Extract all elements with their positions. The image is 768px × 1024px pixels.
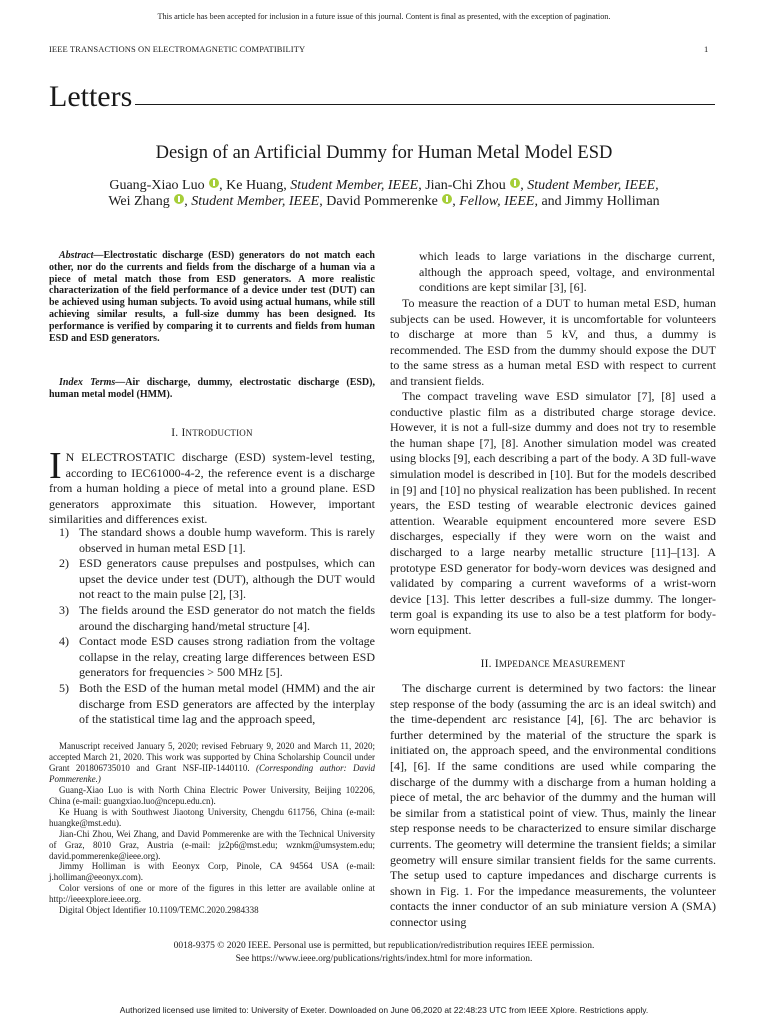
section-heading-rest: EASUREMENT [562, 659, 626, 669]
footnote: Jian-Chi Zhou, Wei Zhang, and David Pommerenke are with the Technical University of Graz, 8010 Graz, Austria (e-mail: jz2p6@mst.edu; wznkm@umsystem.edu; david.pommerenke@ieee.org). [49, 828, 375, 861]
list-number: 1) [59, 525, 69, 539]
author-name: , and Jimmy Holliman [534, 194, 660, 209]
copyright-notice: 0018-9375 © 2020 IEEE. Personal use is permitted, but republication/redistribution requires IEEE permission. [173, 941, 595, 951]
separator: , [452, 194, 460, 209]
paragraph-text: The compact traveling wave ESD simulator [7], [8] used a conductive plastic film as a distributed charge storage device. However, it is not a full-size dummy and does not try to resemble the human shape [7], [8]. Another simulation model was created using blocks [9], each describing a part of the body. A 3D full-wave simulation model is described in [10]. But for the models described in [9] and [10] no physical realization has been published. In recent years, the ESD testing of wearable electronic devices gained attention. Wearable equipment encountered more severe ESD discharges, especially if they were worn on the waist and discharged to a large nearby metallic structure [11]–[13]. A prototype ESD generator for body-worn devices was designed and validated by comparing a current waveforms of a wrist-worn device [13]. This letter describes a full-size dummy. The longer-term goal is expanding its use to also be a test platform for body-worn equipment. [390, 389, 716, 637]
author-role: Fellow, IEEE [459, 194, 535, 209]
orcid-icon[interactable] [442, 194, 452, 204]
author-role: Student Member, IEEE [290, 178, 419, 193]
footnote [49, 741, 375, 785]
introduction-paragraph [49, 445, 375, 528]
footnotes [49, 741, 375, 916]
author-name: Jian-Chi Zhou [425, 178, 506, 193]
author-name: Wei Zhang [108, 194, 170, 209]
abstract-text: Electrostatic discharge (ESD) generators do not match each other, nor do the currents and fields from the discharge of a human via a piece of metal match those from ESD generators. A more realistic characterization of the field performance of a device under test (DUT) can be achieved using human subjects. To avoid using actual humans, while still achieving similar results, a full-size dummy has been designed. Its performance is verified by comparing it to currents and fields from human ESD and ESD generators. [49, 250, 375, 344]
footnote: Ke Huang is with Southwest Jiaotong University, Chengdu 611756, China (e-mail: huangke@mst.edu). [49, 806, 375, 828]
author-list-line-2 [0, 193, 768, 210]
section-heading-impedance-measurement [390, 658, 716, 670]
section-heading-rest: NTRODUCTION [185, 428, 253, 438]
footnote: Digital Object Identifier 10.1109/TEMC.2020.2984338 [59, 905, 259, 916]
section-heading-initial: M [552, 658, 563, 670]
list-item-continuation: which leads to large variations in the discharge current, although the approach speed, voltage, and environmental conditions are kept similar [3], [6]. [419, 249, 715, 295]
section-heading-introduction [49, 427, 375, 439]
introduction-list [49, 525, 375, 728]
list-item [49, 681, 375, 728]
section-heading-initial: I [181, 427, 186, 439]
orcid-icon[interactable] [510, 178, 520, 188]
paper-title: Design of an Artificial Dummy for Human Metal Model ESD [155, 143, 613, 163]
introduction-text: N ELECTROSTATIC discharge (ESD) system-level testing, according to IEC61000-4-2, the reference event is a discharge from a human holding a piece of metal into a ground plane. ESD generators approximate this situation. However, important similarities and differences exist. [49, 450, 375, 527]
section-heading-initial: I [494, 658, 499, 670]
page-number: 1 [704, 44, 709, 54]
index-terms [49, 377, 375, 401]
license-notice: Authorized licensed use limited to: University of Exeter. Downloaded on June 06,2020 at 22:48:23 UTC from IEEE Xplore. Restrictions apply. [119, 1005, 649, 1015]
list-item-text: ESD generators cause prepulses and postpulses, which can upset the device under test (DUT), although the DUT would not react to the main pulse [2], [3]. [79, 556, 375, 602]
list-item-text: Both the ESD of the human metal model (HMM) and the air discharge from ESD generators are affected by the interplay of the statistical time lag and the approach speed, [79, 680, 375, 727]
list-item [49, 525, 375, 556]
footnote: Jimmy Holliman is with Eeonyx Corp, Pinole, CA 94564 USA (e-mail: j.holliman@eeonyx.com). [49, 861, 375, 883]
section-numeral: I. [171, 427, 182, 439]
body-paragraph [390, 296, 716, 390]
acceptance-note: This article has been accepted for inclusion in a future issue of this journal. Content is final as presented, with the exception of pagination. [157, 12, 611, 21]
author-name: Ke Huang, [226, 178, 291, 193]
author-role: Student Member, IEEE [191, 194, 320, 209]
drop-cap: I [49, 445, 62, 487]
section-rule [135, 104, 715, 105]
list-item-text: Contact mode ESD causes strong radiation from the voltage collapse in the relay, creating large differences between ESD generators for frequencies > 500 MHz [5]. [79, 634, 375, 680]
author-name: Guang-Xiao Luo [109, 178, 205, 193]
body-paragraph [390, 681, 716, 931]
separator: , [184, 194, 192, 209]
abstract [49, 250, 375, 344]
separator: , [219, 178, 227, 193]
list-number: 2) [59, 556, 69, 571]
abstract-label: Abstract— [59, 250, 104, 261]
paragraph-text: To measure the reaction of a DUT to human metal ESD, human subjects can be used. However, it is uncomfortable for volunteers to discharge at more than 5 kV, and thus, a dummy is recommended. The ESD from the dummy should expose the DUT to the same stress as a human metal ESD with respect to current and transient fields. [390, 296, 716, 388]
orcid-icon[interactable] [174, 194, 184, 204]
list-item [49, 556, 375, 603]
list-number: 3) [59, 602, 69, 617]
list-number: 5) [59, 680, 69, 695]
corresponding-author: (Corresponding author: David Pommerenke.) [49, 762, 375, 784]
index-terms-label: Index Terms— [59, 377, 126, 388]
separator: , [520, 178, 528, 193]
author-role: Student Member, IEEE, [527, 178, 659, 193]
list-item [49, 634, 375, 681]
author-list-line-1 [0, 177, 768, 194]
list-item-text: The fields around the ESD generator do not match the fields around the discharging hand/metal structure [4]. [79, 602, 375, 633]
footnote: Color versions of one or more of the figures in this letter are available online at http://ieeexplore.ieee.org. [49, 883, 375, 905]
index-terms-text: Air discharge, dummy, electrostatic discharge (ESD), human metal model (HMM). [49, 377, 375, 400]
list-item-text: The standard shows a double hump waveform. This is rarely observed in human metal ESD [1]. [79, 525, 375, 555]
journal-name: IEEE TRANSACTIONS ON ELECTROMAGNETIC COMPATIBILITY [49, 44, 306, 54]
separator: , [319, 194, 327, 209]
rights-link-notice: See https://www.ieee.org/publications/rights/index.html for more information. [235, 954, 533, 964]
section-numeral: II. [480, 658, 495, 670]
section-label: Letters [49, 80, 133, 113]
orcid-icon[interactable] [209, 178, 219, 188]
section-heading-rest: MPEDANCE [498, 659, 553, 669]
footnote: Guang-Xiao Luo is with North China Electric Power University, Beijing 102206, China (e-mail: guangxiao.luo@ncepu.edu.cn). [49, 784, 375, 806]
author-name: David Pommerenke [326, 194, 438, 209]
body-paragraph [390, 389, 716, 639]
separator: , [418, 178, 426, 193]
footnote-text: Manuscript received January 5, 2020; revised February 9, 2020 and March 11, 2020; accepted March 21, 2020. This work was supported by China Scholarship Council under Grant 201806735010 and Grant NSF-IIP-1440110. [49, 741, 375, 773]
list-item [49, 603, 375, 634]
list-number: 4) [59, 634, 69, 649]
paragraph-text: The discharge current is determined by two factors: the linear step response of the body (assuming the arc is an ideal switch) and the time-dependent arc resistance [4], [6]. The arc behavior is further determined by the material of the structure the spark is initiated on, the approach speed, and the environmental conditions [4], [6]. If the same conditions are used while comparing the discharge of the dummy with a discharge from a human holding a piece of metal, the arc behavior of the dummy and the human will be similar from a statistical point of view. Thus, mainly the linear step response needs to be characterized to ensure similar discharge currents. The geometry will determine the transient fields; a similar geometry will ensure similar transient fields for the same currents. The setup used to capture impedances and discharge currents is shown in Fig. 1. For the impedance measurements, the volunteer contacts the inner conductor of an sub miniature version A (SMA) connector using [390, 681, 716, 929]
